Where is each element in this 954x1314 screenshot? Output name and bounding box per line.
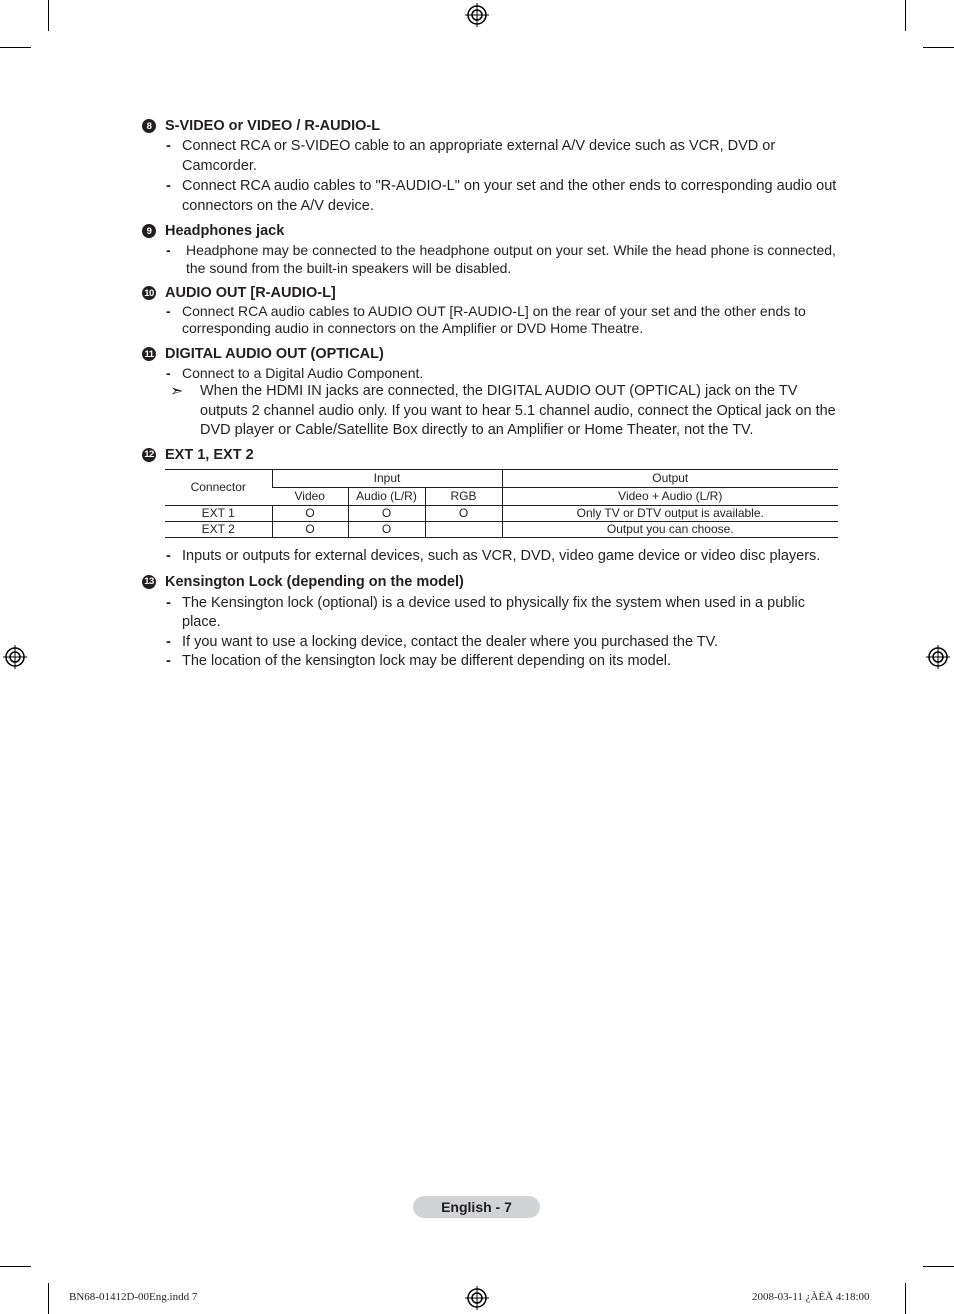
connector-table (165, 469, 838, 538)
section-number-badge: 9 (142, 224, 156, 238)
crop-mark (48, 0, 49, 31)
table-header-cell: Input (272, 469, 502, 487)
bullet-dash: - (166, 594, 171, 611)
table-cell: EXT 1 (165, 505, 272, 521)
bullet-text: Connect RCA audio cables to "R-AUDIO-L" on your set and the other ends to corresponding audio out connectors on the A/V device. (182, 178, 837, 214)
table-cell: O (348, 505, 425, 521)
bullet-dash: - (166, 653, 171, 669)
bullet-text: Connect RCA audio cables to AUDIO OUT [R-AUDIO-L] on the rear of your set and the other ends to corresponding audio in connectors on the Amplifier or DVD Home Theatre. (182, 303, 806, 336)
bullet-dash: - (166, 365, 171, 381)
bullet-text: The Kensington lock (optional) is a device used to physically fix the system when used in a public place. (182, 594, 806, 630)
table-header-row (165, 469, 838, 487)
registration-mark-icon (3, 645, 27, 669)
section-number-badge: 12 (142, 448, 156, 462)
registration-mark-icon (465, 1286, 489, 1310)
section-number-badge: 10 (142, 286, 156, 300)
bullet-item (142, 652, 842, 672)
crop-mark (905, 0, 906, 31)
section-title (142, 445, 842, 465)
section-title (142, 283, 842, 303)
arrow-note-icon: ➣ (170, 383, 184, 400)
section-heading: AUDIO OUT [R-AUDIO-L] (165, 285, 336, 301)
section-heading: S-VIDEO or VIDEO / R-AUDIO-L (165, 118, 381, 134)
registration-mark-icon (465, 3, 489, 27)
bullet-item (142, 364, 842, 382)
note-item (142, 382, 842, 441)
bullet-text: Connect RCA or S-VIDEO cable to an appropriate external A/V device such as VCR, DVD or Camcorder. (182, 138, 776, 174)
table-cell: O (348, 521, 425, 537)
bullet-dash: - (166, 303, 171, 319)
crop-mark (923, 1266, 954, 1267)
file-slug: BN68-01412D-00Eng.indd 7 (69, 1291, 198, 1303)
bullet-text: The location of the kensington lock may be different depending on its model. (182, 653, 672, 669)
bullet-text: Headphone may be connected to the headphone output on your set. While the head phone is connected, the sound from the built-in speakers will be disabled. (186, 242, 836, 276)
section-heading: EXT 1, EXT 2 (165, 446, 254, 463)
section-heading: Headphones jack (165, 223, 285, 239)
bullet-item (142, 241, 842, 277)
section-number-badge: 13 (142, 575, 156, 589)
section-heading: DIGITAL AUDIO OUT (OPTICAL) (165, 346, 384, 362)
page-content (142, 116, 842, 672)
bullet-text: Connect to a Digital Audio Component. (182, 365, 424, 381)
table-cell: O (425, 505, 502, 521)
bullet-item (142, 633, 842, 653)
table-header-cell: Output (502, 469, 838, 487)
date-slug: 2008-03-11 ¿ÀÈÄ 4:18:00 (752, 1291, 870, 1303)
crop-mark (905, 1283, 906, 1314)
table-cell: Output you can choose. (502, 521, 838, 537)
bullet-item (142, 546, 842, 566)
table-row (165, 505, 838, 521)
table-cell: O (272, 505, 348, 521)
bullet-dash: - (166, 242, 171, 258)
bullet-dash: - (166, 178, 171, 194)
bullet-dash: - (166, 547, 171, 564)
page-number-badge: English - 7 (413, 1196, 540, 1218)
crop-mark (923, 47, 954, 48)
bullet-item (142, 176, 842, 216)
table-cell: Only TV or DTV output is available. (502, 505, 838, 521)
section-title (142, 116, 842, 136)
table-header-cell: Connector (165, 469, 272, 505)
note-text: When the HDMI IN jacks are connected, the DIGITAL AUDIO OUT (OPTICAL) jack on the TV outputs 2 channel audio only. If you want to hear 5.1 channel audio, connect the Optical jack on the DVD player or Cable/Satellite Box directly to an Amplifier or Home Theater, not the TV. (200, 383, 836, 438)
table-cell: EXT 2 (165, 521, 272, 537)
crop-mark (0, 47, 31, 48)
section-title (142, 221, 842, 241)
crop-mark (48, 1283, 49, 1314)
bullet-item (142, 136, 842, 176)
section-heading: Kensington Lock (depending on the model) (165, 573, 464, 590)
table-cell: O (272, 521, 348, 537)
bullet-text: Inputs or outputs for external devices, such as VCR, DVD, video game device or video disc players. (182, 547, 821, 564)
table-cell (425, 521, 502, 537)
bullet-dash: - (166, 138, 171, 154)
registration-mark-icon (926, 645, 950, 669)
section-title (142, 572, 842, 592)
section-title (142, 344, 842, 364)
crop-mark (0, 1266, 31, 1267)
bullet-dash: - (166, 633, 171, 650)
bullet-text: If you want to use a locking device, contact the dealer where you purchased the TV. (182, 633, 719, 650)
bullet-item (142, 594, 842, 633)
table-header-cell: RGB (425, 487, 502, 505)
table-row (165, 521, 838, 537)
section-number-badge: 11 (142, 347, 156, 361)
bullet-item (142, 303, 842, 337)
table-header-cell: Video (272, 487, 348, 505)
section-number-badge: 8 (142, 119, 156, 133)
table-header-cell: Video + Audio (L/R) (502, 487, 838, 505)
table-header-cell: Audio (L/R) (348, 487, 425, 505)
